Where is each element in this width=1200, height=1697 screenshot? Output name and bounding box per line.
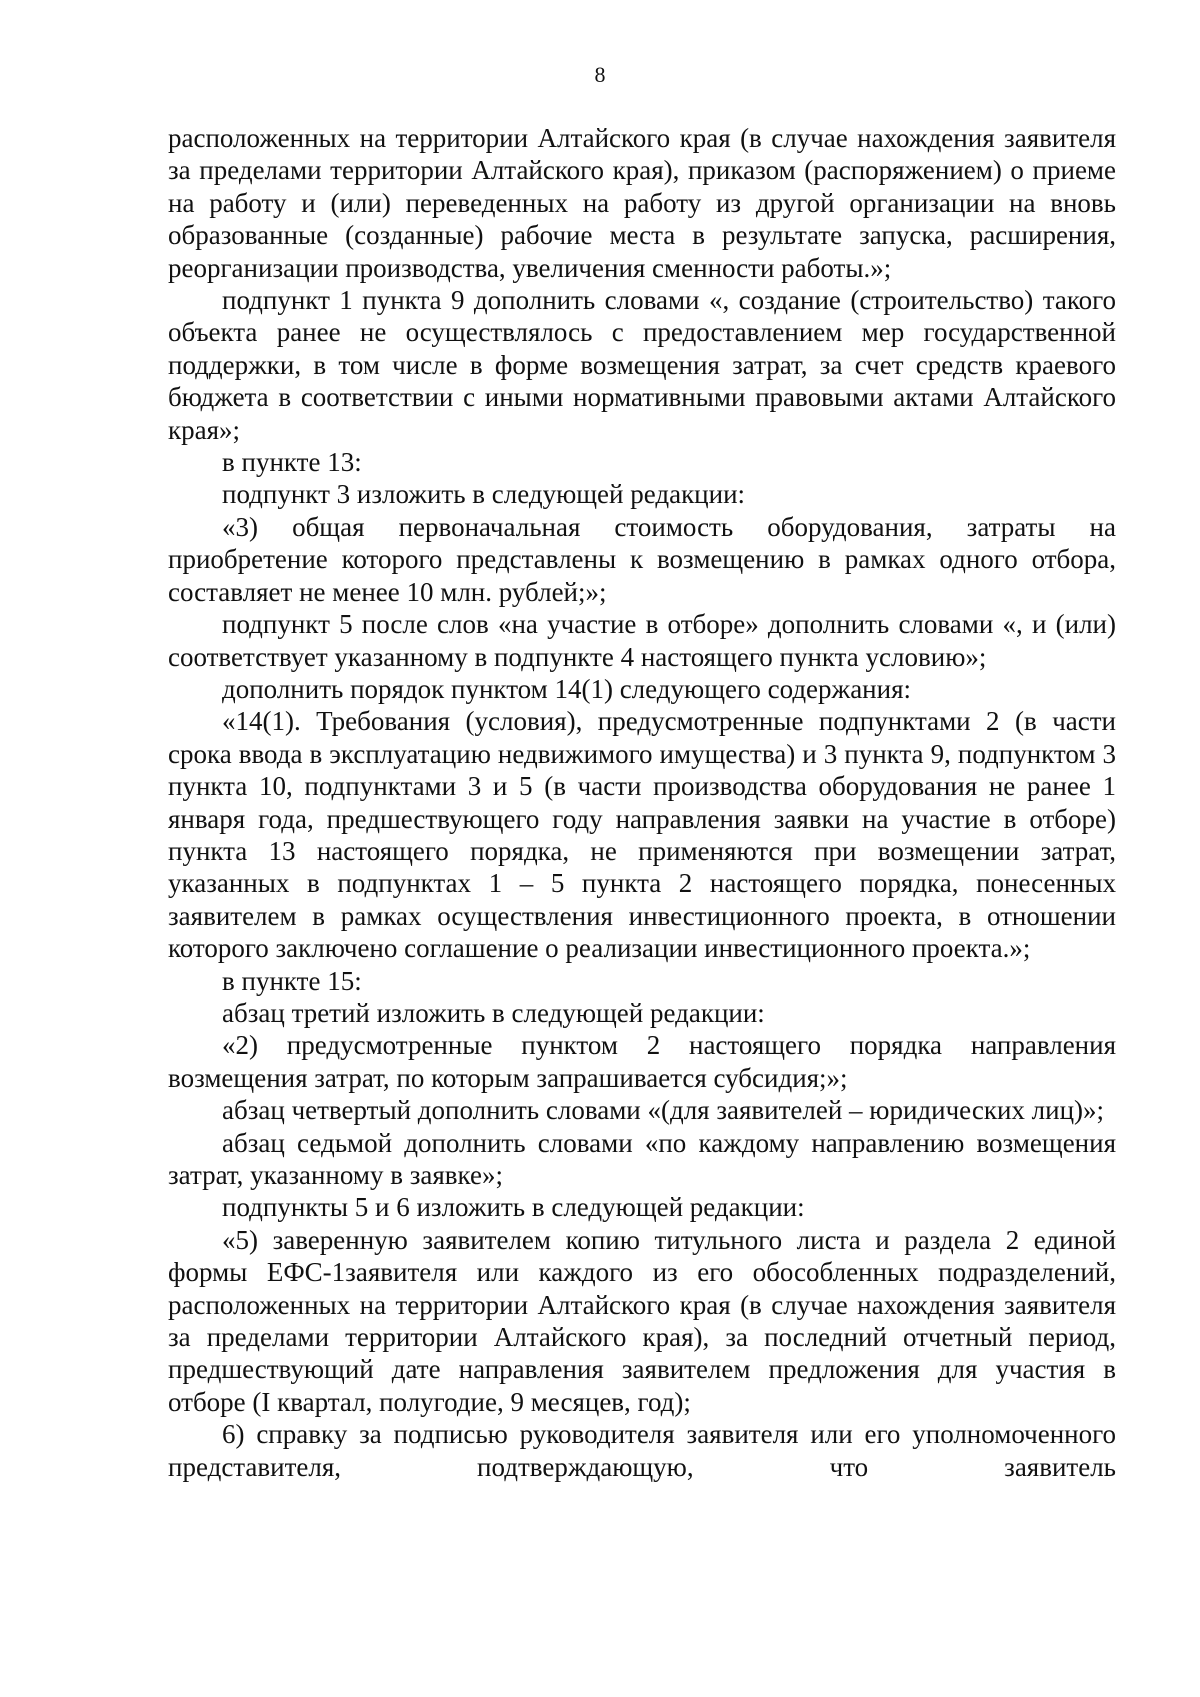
paragraph: «14(1). Требования (условия), предусмотренные подпунктами 2 (в части срока ввода в эксплуатацию недвижимого имущества) и 3 пункта 9, подпунктом 3 пункта 10, подпунктами 3 и 5 (в части производства оборудования не ранее 1 января года, предшествующего году направления заявки на участие в отборе) пункта 13 настоящего порядка, не применяются при возмещении затрат, указанных в подпунктах 1 – 5 пункта 2 настоящего порядка, понесенных заявителем в рамках осуществления инвестиционного проекта, в отношении которого заключено соглашение о реализации инвестиционного проекта.»; (168, 706, 1116, 964)
page-number: 8 (594, 62, 606, 87)
document-body (168, 122, 1116, 1483)
paragraph: абзац седьмой дополнить словами «по каждому направлению возмещения затрат, указанному в заявке»; (168, 1127, 1116, 1190)
paragraph: подпункт 5 после слов «на участие в отборе» дополнить словами «, и (или) соответствует указанному в подпункте 4 настоящего пункта условию»; (168, 609, 1116, 672)
paragraph: «2) предусмотренные пунктом 2 настоящего порядка направления возмещения затрат, по которым запрашивается субсидия;»; (168, 1030, 1116, 1093)
paragraph: «5) заверенную заявителем копию титульного листа и раздела 2 единой формы ЕФС-1заявителя или каждого из его обособленных подразделений, расположенных на территории Алтайского края (в случае нахождения заявителя за пределами территории Алтайского края), за последний отчетный период, предшествующий дате направления заявителем предложения для участия в отборе (I квартал, полугодие, 9 месяцев, год); (168, 1224, 1116, 1417)
paragraph: подпункт 1 пункта 9 дополнить словами «, создание (строительство) такого объекта ранее не осуществлялось с предоставлением мер государственной поддержки, в том числе в форме возмещения затрат, за счет средств краевого бюджета в соответствии с иными нормативными правовыми актами Алтайского края»; (168, 285, 1116, 445)
paragraph: дополнить порядок пунктом 14(1) следующего содержания: (222, 673, 912, 704)
paragraph: абзац четвертый дополнить словами «(для заявителей – юридических лиц)»; (222, 1095, 1105, 1126)
paragraph: подпункт 3 изложить в следующей редакции: (222, 479, 746, 510)
paragraph: расположенных на территории Алтайского края (в случае нахождения заявителя за пределами территории Алтайского края), приказом (распоряжением) о приеме на работу и (или) переведенных на работу из другой организации на вновь образованные (созданные) рабочие места в результате запуска, расширения, реорганизации производства, увеличения сменности работы.»; (168, 123, 1116, 283)
paragraph: 6) справку за подписью руководителя заявителя или его уполномоченного представителя, подтверждающую, что заявитель (168, 1419, 1116, 1482)
paragraph: абзац третий изложить в следующей редакции: (222, 997, 765, 1028)
paragraph: в пункте 13: (222, 447, 362, 478)
paragraph: подпункты 5 и 6 изложить в следующей редакции: (222, 1192, 805, 1223)
paragraph: в пункте 15: (222, 965, 362, 996)
paragraph: «3) общая первоначальная стоимость оборудования, затраты на приобретение которого представлены к возмещению в рамках одного отбора, составляет не менее 10 млн. рублей;»; (168, 511, 1116, 607)
